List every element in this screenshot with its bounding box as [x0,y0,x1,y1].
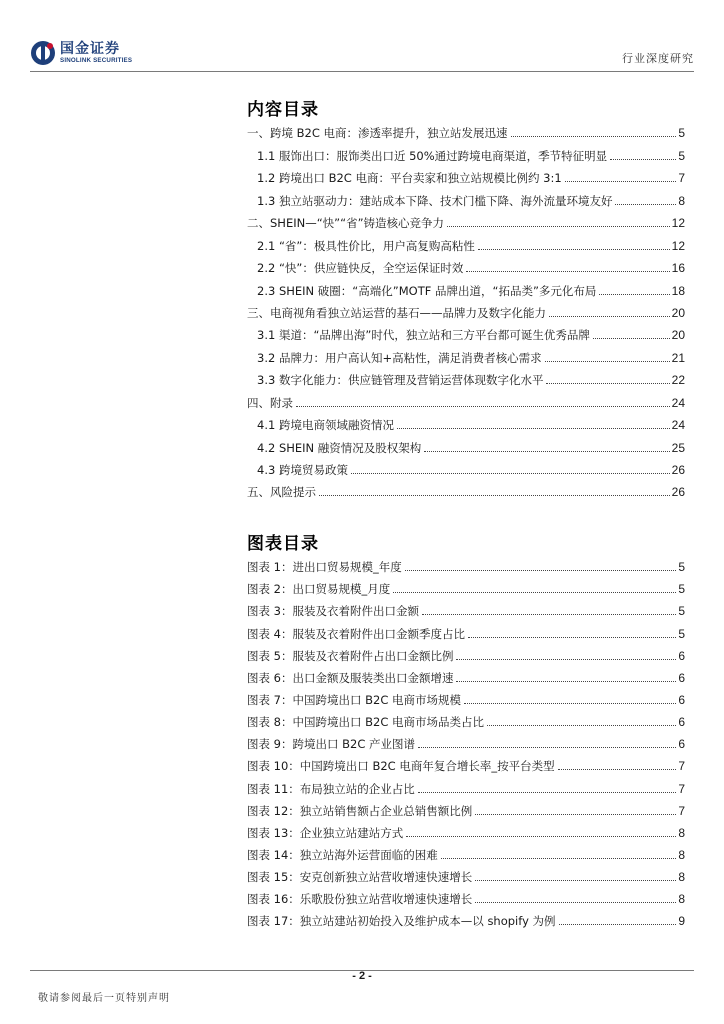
figure-entry-page: 6 [678,648,685,663]
figure-entry[interactable] [247,818,685,840]
figure-entry-label: 图表 14：独立站海外运营面临的困难 [247,847,438,862]
figure-entry-page: 6 [678,737,685,752]
toc-entry[interactable] [247,230,685,252]
toc-entry-label: 2.2 “快”：供应链快反，全空运保证时效 [257,261,464,276]
dot-leader [464,702,676,704]
figure-entry-label: 图表 11：布局独立站的企业占比 [247,781,415,796]
dot-leader [418,746,676,748]
toc-entry[interactable] [247,163,685,185]
page-number: - 2 - [352,970,372,982]
toc-entry-label: 三、电商视角看独立站运营的基石——品牌力及数字化能力 [247,305,546,320]
dot-leader [418,791,677,793]
dot-leader [549,315,670,317]
figure-entry[interactable] [247,641,685,663]
toc-entry[interactable] [247,410,685,432]
toc-entry-label: 五、风险提示 [247,485,316,500]
dot-leader [393,591,676,593]
toc-entry-label: 3.2 品牌力：用户高认知+高粘性，满足消费者核心需求 [257,350,542,365]
toc-entry-page: 18 [671,283,685,298]
toc-entry-page: 7 [678,171,685,186]
toc-entry-page: 20 [671,305,685,320]
figure-entry-page: 5 [678,582,685,597]
figure-entry-label: 图表 6：出口金额及服装类出口金额增速 [247,670,454,685]
dot-leader [559,923,677,925]
figure-entry-page: 5 [678,560,685,575]
toc-entry-label: 四、附录 [247,395,293,410]
dot-leader [456,658,676,660]
header-divider [30,71,694,72]
figure-entry-label: 图表 8：中国跨境出口 B2C 电商市场品类占比 [247,715,485,730]
dot-leader [565,180,677,182]
figure-entry[interactable] [247,796,685,818]
figure-entry[interactable] [247,729,685,751]
dot-leader [406,835,676,837]
toc-entry-page: 26 [671,463,685,477]
logo-chinese-name: 国金证券 [60,41,120,57]
toc-entry-label: 1.2 跨境出口 B2C 电商：平台卖家和独立站规模比例约 3:1 [257,171,562,186]
dot-leader [441,857,677,859]
figure-entry-label: 图表 13：企业独立站建站方式 [247,825,404,840]
figure-entry-label: 图表 1：进出口贸易规模_年度 [247,560,402,575]
dot-leader [468,636,676,638]
sinolink-logo-icon [30,40,56,66]
dot-leader [558,768,677,770]
toc-entry-page: 25 [671,440,685,455]
toc-entry-label: 2.1 “省”：极具性价比，用户高复购高粘性 [257,238,475,253]
toc-entry[interactable] [247,253,685,275]
dot-leader [397,427,670,429]
figure-entry-page: 7 [678,781,685,796]
toc-entry-label: 二、SHEIN—“快”“省”铸造核心竞争力 [247,216,445,231]
toc-entry-page: 12 [671,238,685,253]
figure-entry[interactable] [247,906,685,928]
figure-entry[interactable] [247,618,685,640]
figure-entry-page: 6 [678,715,685,730]
toc-entry-label: 4.3 跨境贸易政策 [257,463,348,477]
figure-entry[interactable] [247,773,685,795]
figure-entry-page: 7 [678,803,685,818]
dot-leader [456,680,676,682]
toc-entry-page: 8 [678,193,685,208]
footer-disclaimer: 敬请参阅最后一页特别声明 [38,993,170,1004]
dot-leader [319,494,670,496]
figure-entry-page: 5 [678,626,685,641]
dot-leader [593,337,670,339]
toc-entry-page: 5 [678,126,685,141]
toc-entry[interactable] [247,298,685,320]
dot-leader [447,225,670,227]
dot-leader [422,613,676,615]
toc-entry-label: 1.3 独立站驱动力：建站成本下降、技术门槛下降、海外流量环境友好 [257,193,613,208]
dot-leader [546,382,669,384]
toc-entry[interactable] [247,275,685,297]
figure-entry-label: 图表 5：服装及衣着附件占出口金额比例 [247,648,454,663]
toc-list [247,118,685,499]
toc-entry-label: 1.1 服饰出口：服饰类出口近 50%通过跨境电商渠道，季节特征明显 [257,148,608,163]
figure-entry-label: 图表 7：中国跨境出口 B2C 电商市场规模 [247,692,462,707]
dot-leader [296,405,670,407]
logo-english-name: SINOLINK SECURITIES [60,57,133,64]
figure-entry-page: 6 [678,692,685,707]
toc-entry[interactable] [247,140,685,162]
toc-entry[interactable] [247,185,685,207]
figure-entry-label: 图表 4：服装及衣着附件出口金额季度占比 [247,626,465,641]
figure-entry[interactable] [247,862,685,884]
toc-entry-page: 16 [671,261,685,276]
toc-entry-page: 21 [671,350,685,365]
dot-leader [466,270,669,272]
toc-entry[interactable] [247,365,685,387]
toc-entry-page: 24 [671,418,685,433]
dot-leader [599,293,669,295]
figure-entry-page: 7 [678,759,685,774]
figure-entry-label: 图表 2：出口贸易规模_月度 [247,582,391,597]
toc-entry-page: 24 [671,395,685,410]
figure-entry[interactable] [247,707,685,729]
toc-entry[interactable] [247,432,685,454]
figure-entry-label: 图表 15：安克创新独立站营收增速快速增长 [247,870,473,885]
toc-entry[interactable] [247,387,685,409]
dot-leader [351,472,670,474]
figure-entry-page: 8 [678,892,685,907]
dot-leader [475,813,676,815]
toc-entry-label: 3.1 渠道：“品牌出海”时代，独立站和三方平台都可诞生优秀品牌 [257,328,590,343]
company-logo [30,40,132,66]
figure-entry-label: 图表 17：独立站建站初始投入及维护成本—以 shopify 为例 [247,914,556,929]
toc-entry-label: 4.2 SHEIN 融资情况及股权架构 [257,440,422,455]
figure-entry-label: 图表 12：独立站销售额占企业总销售额比例 [247,803,473,818]
figure-entry-page: 9 [678,914,685,929]
toc-entry-page: 22 [671,373,685,388]
dot-leader [610,158,676,160]
dot-leader [511,135,677,137]
toc-entry-page: 5 [678,148,685,163]
figure-entry-page: 8 [678,870,685,885]
figure-entry-page: 6 [678,670,685,685]
figure-entry[interactable] [247,574,685,596]
figure-entry-page: 8 [678,825,685,840]
dot-leader [405,569,677,571]
toc-entry-label: 3.3 数字化能力：供应链管理及营销运营体现数字化水平 [257,373,544,388]
dot-leader [475,901,676,903]
dot-leader [424,450,669,452]
figure-entry-page: 8 [678,847,685,862]
toc-entry[interactable] [247,477,685,499]
figure-entry[interactable] [247,663,685,685]
toc-entry[interactable] [247,342,685,364]
dot-leader [487,724,676,726]
toc-entry[interactable] [247,208,685,230]
figure-entry-label: 图表 3：服装及衣着附件出口金额 [247,604,419,619]
toc-entry-page: 20 [671,328,685,343]
figure-entry[interactable] [247,685,685,707]
figure-list [247,552,685,928]
toc-title: 内容目录 [247,100,319,120]
figure-entry-label: 图表 10：中国跨境出口 B2C 电商年复合增长率_按平台类型 [247,759,555,774]
dot-leader [478,248,670,250]
dot-leader [615,203,676,205]
toc-entry-page: 26 [671,485,685,500]
figure-entry-label: 图表 9：跨境出口 B2C 产业图谱 [247,737,416,752]
figure-entry[interactable] [247,751,685,773]
toc-entry[interactable] [247,118,685,140]
dot-leader [475,879,676,881]
figure-entry[interactable] [247,552,685,574]
figure-entry-page: 5 [678,604,685,619]
toc-entry-label: 2.3 SHEIN 破圈：“高端化”MOTF 品牌出道，“拓品类”多元化布局 [257,283,597,298]
dot-leader [545,360,670,362]
toc-entry[interactable] [247,455,685,477]
toc-entry-label: 4.1 跨境电商领域融资情况 [257,418,394,433]
toc-entry-page: 12 [671,216,685,231]
toc-entry[interactable] [247,320,685,342]
toc-entry-label: 一、跨境 B2C 电商：渗透率提升，独立站发展迅速 [247,126,508,141]
figure-entry[interactable] [247,596,685,618]
figure-entry[interactable] [247,884,685,906]
figure-entry-label: 图表 16：乐歌股份独立站营收增速快速增长 [247,892,473,907]
document-type-label: 行业深度研究 [622,52,694,65]
figure-entry[interactable] [247,840,685,862]
page-header [30,38,694,72]
figure-list-title: 图表目录 [247,534,319,554]
